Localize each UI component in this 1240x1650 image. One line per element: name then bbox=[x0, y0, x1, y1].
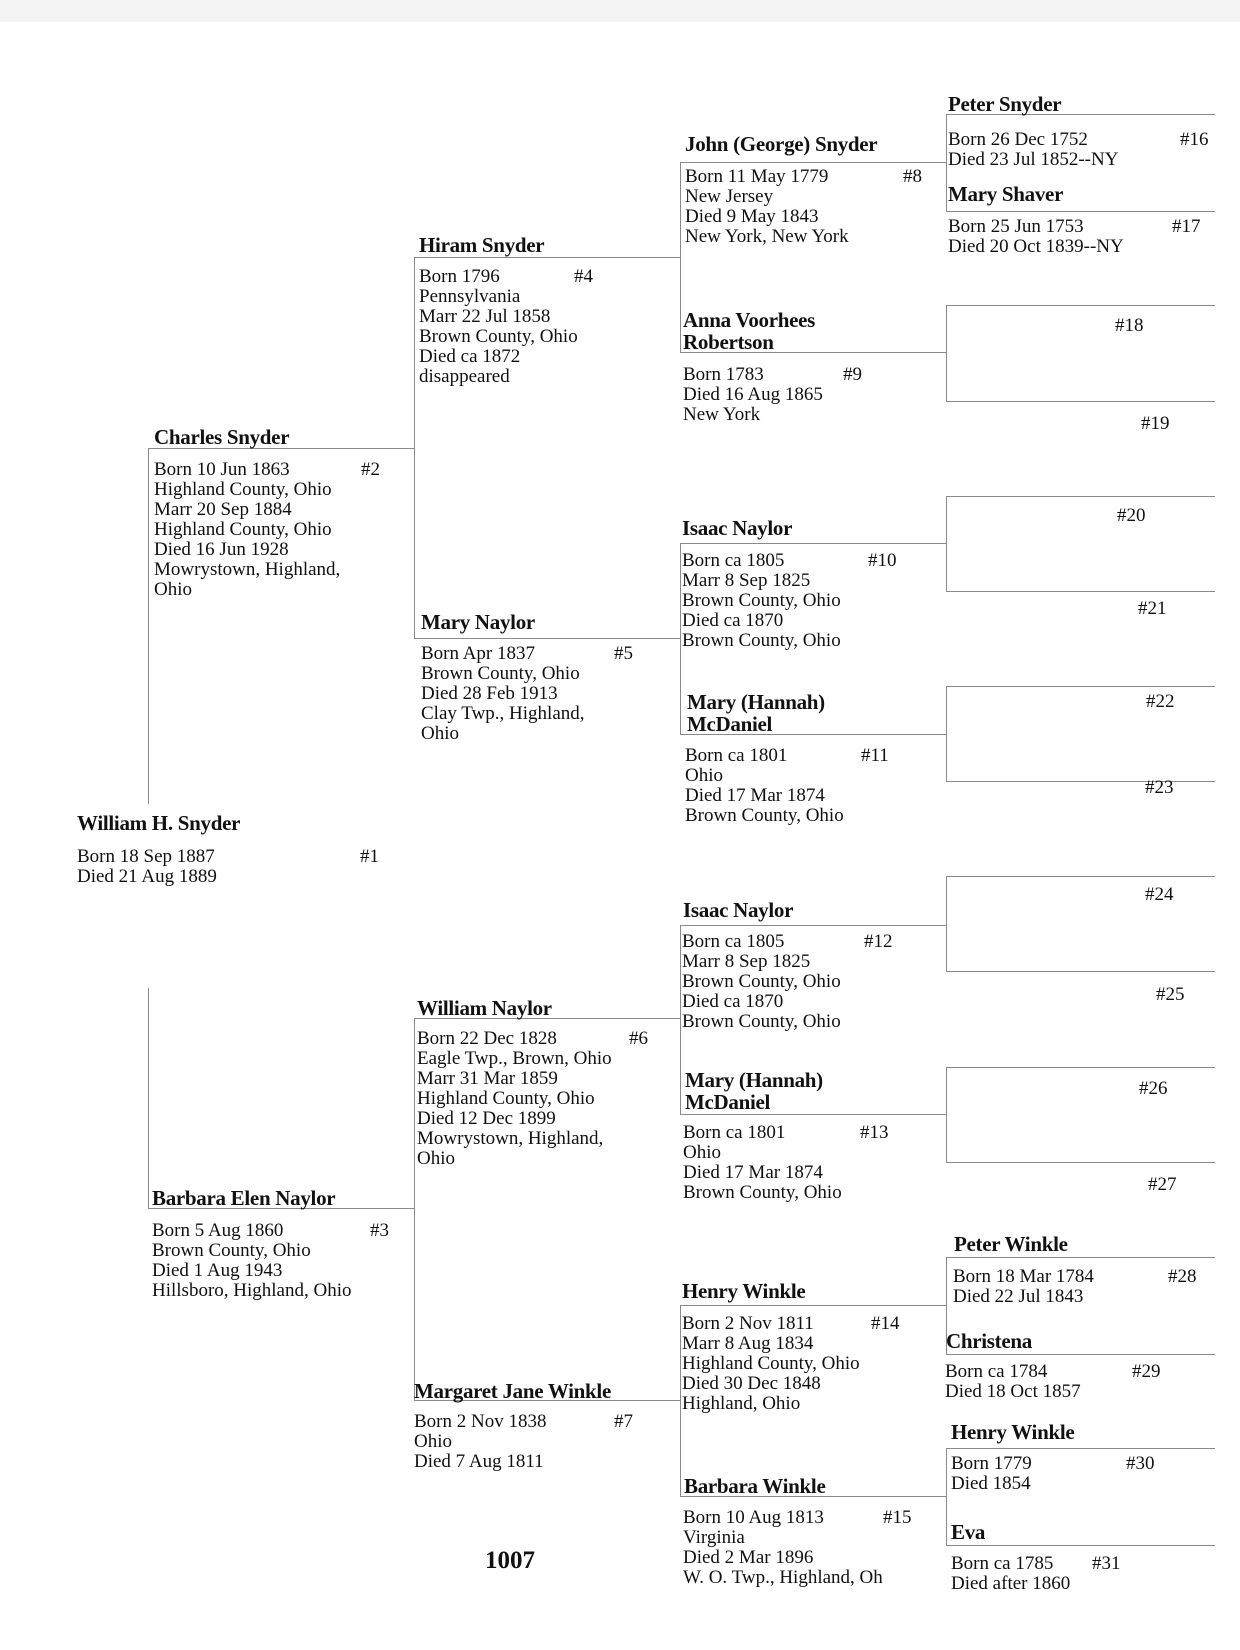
slot-23-number: #23 bbox=[1145, 777, 1174, 798]
rule-p12 bbox=[680, 925, 946, 926]
connector-3 bbox=[414, 1018, 415, 1400]
person-3-number: #3 bbox=[370, 1220, 389, 1241]
slot-27-number: #27 bbox=[1148, 1174, 1177, 1195]
connector-7 bbox=[680, 1305, 681, 1496]
person-4-details: Born 1796 Pennsylvania Marr 22 Jul 1858 Brown County, Ohio Died ca 1872 disappeared bbox=[419, 266, 578, 387]
person-7-number: #7 bbox=[614, 1411, 633, 1432]
person-15-name: Barbara Winkle bbox=[684, 1474, 826, 1498]
page-number: 1007 bbox=[485, 1547, 535, 1574]
person-14-details: Born 2 Nov 1811 Marr 8 Aug 1834 Highland County, Ohio Died 30 Dec 1848 Highland, Ohio bbox=[682, 1313, 860, 1414]
person-14-name: Henry Winkle bbox=[682, 1279, 806, 1303]
person-10-details: Born ca 1805 Marr 8 Sep 1825 Brown County, Ohio Died ca 1870 Brown County, Ohio bbox=[682, 550, 841, 651]
rule-p5 bbox=[414, 638, 680, 639]
person-5-number: #5 bbox=[614, 643, 633, 664]
person-30-details: Born 1779 Died 1854 bbox=[951, 1453, 1032, 1494]
slot-20-number: #20 bbox=[1117, 505, 1146, 526]
slot-26-number: #26 bbox=[1139, 1078, 1168, 1099]
rule-p4 bbox=[414, 257, 680, 258]
person-13-number: #13 bbox=[860, 1122, 889, 1143]
person-5-details: Born Apr 1837 Brown County, Ohio Died 28 Feb 1913 Clay Twp., Highland, Ohio bbox=[421, 643, 585, 744]
person-1-details: Born 18 Sep 1887 Died 21 Aug 1889 bbox=[77, 846, 217, 887]
person-30-name: Henry Winkle bbox=[951, 1420, 1075, 1444]
person-3-name: Barbara Elen Naylor bbox=[152, 1186, 336, 1210]
person-11-details: Born ca 1801 Ohio Died 17 Mar 1874 Brown County, Ohio bbox=[685, 745, 844, 826]
person-30-number: #30 bbox=[1126, 1453, 1155, 1474]
connector-1-3 bbox=[148, 988, 149, 1208]
person-29-number: #29 bbox=[1132, 1361, 1161, 1382]
person-8-name: John (George) Snyder bbox=[685, 132, 878, 156]
person-8-number: #8 bbox=[903, 166, 922, 187]
slot-19-number: #19 bbox=[1141, 413, 1170, 434]
person-6-name: William Naylor bbox=[417, 996, 552, 1020]
person-8-details: Born 11 May 1779 New Jersey Died 9 May 1843 New York, New York bbox=[685, 166, 849, 247]
person-12-number: #12 bbox=[864, 931, 893, 952]
person-29-details: Born ca 1784 Died 18 Oct 1857 bbox=[945, 1361, 1081, 1402]
connector-1-2 bbox=[148, 448, 149, 804]
person-28-name: Peter Winkle bbox=[954, 1232, 1068, 1256]
person-7-name: Margaret Jane Winkle bbox=[414, 1379, 611, 1403]
person-15-details: Born 10 Aug 1813 Virginia Died 2 Mar 1896 W. O. Twp., Highland, Oh bbox=[683, 1507, 883, 1588]
rule-p10 bbox=[680, 543, 946, 544]
slot-25-number: #25 bbox=[1156, 984, 1185, 1005]
person-17-name: Mary Shaver bbox=[948, 182, 1064, 206]
bracket-18-19 bbox=[946, 305, 1215, 402]
connector-6 bbox=[680, 925, 681, 1114]
person-16-name: Peter Snyder bbox=[948, 92, 1062, 116]
person-6-details: Born 22 Dec 1828 Eagle Twp., Brown, Ohio Marr 31 Mar 1859 Highland County, Ohio Died 12 Dec 1899 Mowrystown, Highland, Ohio bbox=[417, 1028, 612, 1169]
rule-p14 bbox=[680, 1305, 946, 1306]
person-13-name: Mary (Hannah) McDaniel bbox=[685, 1068, 823, 1114]
connector-4 bbox=[680, 162, 681, 352]
bracket-26-27 bbox=[946, 1067, 1215, 1163]
slot-24-number: #24 bbox=[1145, 884, 1174, 905]
person-17-details: Born 25 Jun 1753 Died 20 Oct 1839--NY bbox=[948, 216, 1124, 257]
person-31-number: #31 bbox=[1092, 1553, 1121, 1574]
slot-21-number: #21 bbox=[1138, 598, 1167, 619]
person-12-details: Born ca 1805 Marr 8 Sep 1825 Brown County, Ohio Died ca 1870 Brown County, Ohio bbox=[682, 931, 841, 1032]
person-28-number: #28 bbox=[1168, 1266, 1197, 1287]
person-4-number: #4 bbox=[574, 266, 593, 287]
person-12-name: Isaac Naylor bbox=[683, 898, 794, 922]
bracket-24-25 bbox=[946, 876, 1215, 972]
person-10-name: Isaac Naylor bbox=[682, 516, 793, 540]
person-14-number: #14 bbox=[871, 1313, 900, 1334]
person-9-name: Anna Voorhees Robertson bbox=[683, 308, 816, 354]
slot-22-number: #22 bbox=[1146, 691, 1175, 712]
bracket-20-21 bbox=[946, 496, 1215, 592]
rule-p13 bbox=[680, 1114, 946, 1115]
person-11-name: Mary (Hannah) McDaniel bbox=[687, 690, 825, 736]
person-10-number: #10 bbox=[868, 550, 897, 571]
person-15-number: #15 bbox=[883, 1507, 912, 1528]
person-2-name: Charles Snyder bbox=[154, 425, 290, 449]
person-7-details: Born 2 Nov 1838 Ohio Died 7 Aug 1811 bbox=[414, 1411, 547, 1472]
person-2-number: #2 bbox=[361, 459, 380, 480]
person-31-details: Born ca 1785 Died after 1860 bbox=[951, 1553, 1071, 1594]
rule-p8 bbox=[680, 162, 946, 163]
person-13-details: Born ca 1801 Ohio Died 17 Mar 1874 Brown County, Ohio bbox=[683, 1122, 842, 1203]
bracket-22-23 bbox=[946, 686, 1215, 782]
person-29-name: Christena bbox=[946, 1329, 1032, 1353]
person-31-name: Eva bbox=[951, 1520, 986, 1544]
person-9-number: #9 bbox=[843, 364, 862, 385]
person-4-name: Hiram Snyder bbox=[419, 233, 545, 257]
connector-5 bbox=[680, 543, 681, 734]
connector-2 bbox=[414, 257, 415, 638]
person-16-number: #16 bbox=[1180, 129, 1209, 150]
person-6-number: #6 bbox=[629, 1028, 648, 1049]
person-3-details: Born 5 Aug 1860 Brown County, Ohio Died 1 Aug 1943 Hillsboro, Highland, Ohio bbox=[152, 1220, 352, 1301]
slot-18-number: #18 bbox=[1115, 315, 1144, 336]
person-16-details: Born 26 Dec 1752 Died 23 Jul 1852--NY bbox=[948, 129, 1119, 170]
person-2-details: Born 10 Jun 1863 Highland County, Ohio Marr 20 Sep 1884 Highland County, Ohio Died 16 Jun 1928 Mowrystown, Highland, Ohio bbox=[154, 459, 341, 600]
person-1-name: William H. Snyder bbox=[77, 811, 241, 835]
person-5-name: Mary Naylor bbox=[421, 610, 535, 634]
person-17-number: #17 bbox=[1172, 216, 1201, 237]
person-1-number: #1 bbox=[360, 846, 379, 867]
person-9-details: Born 1783 Died 16 Aug 1865 New York bbox=[683, 364, 823, 425]
person-28-details: Born 18 Mar 1784 Died 22 Jul 1843 bbox=[953, 1266, 1094, 1307]
person-11-number: #11 bbox=[861, 745, 889, 766]
